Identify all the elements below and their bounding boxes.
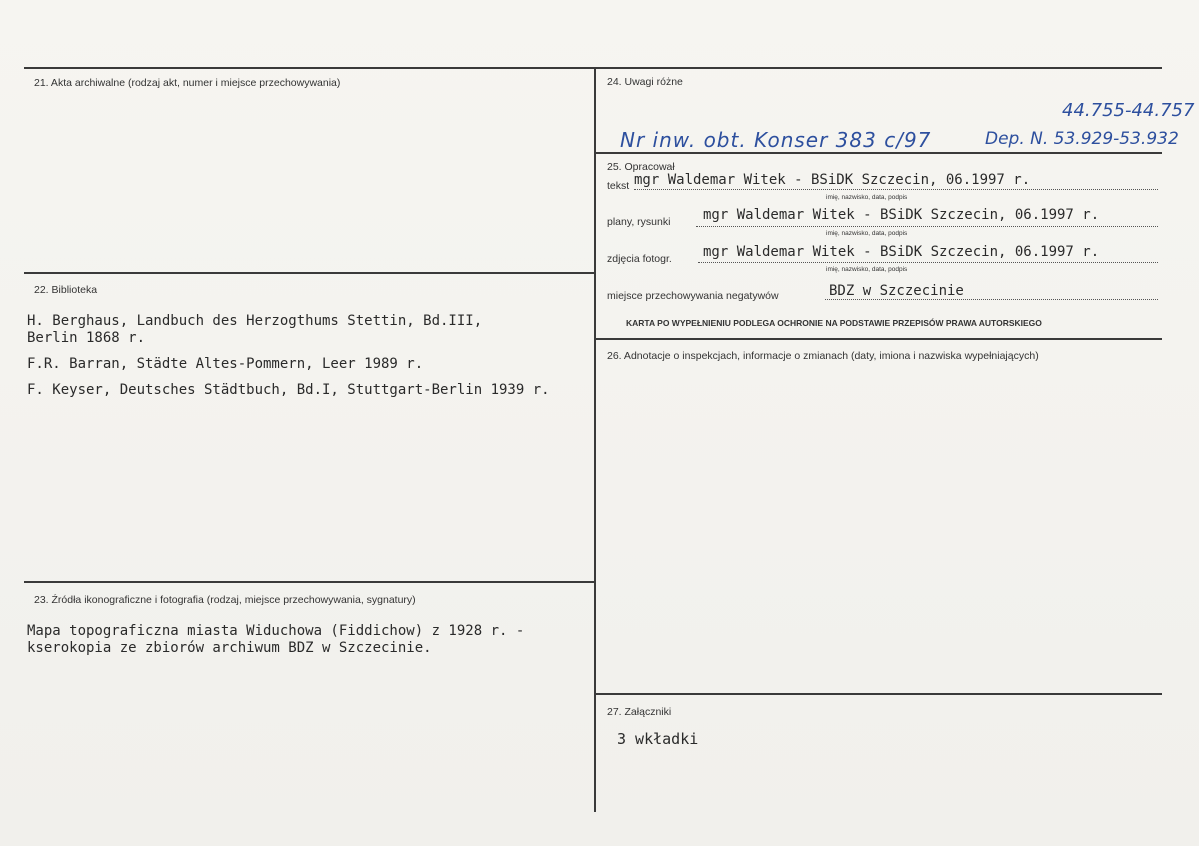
rule-24-25 — [596, 152, 1162, 154]
iconography-line-2: kserokopia ze zbiorów archiwum BDZ w Szczecinie. — [27, 640, 432, 656]
plans-author-value: mgr Waldemar Witek - BSiDK Szczecin, 06.1997 r. — [703, 207, 1100, 223]
section-27-label: 27. Załączniki — [607, 706, 672, 718]
plans-author-label: plany, rysunki — [607, 216, 671, 228]
photos-author-value: mgr Waldemar Witek - BSiDK Szczecin, 06.1997 r. — [703, 244, 1100, 260]
section-22-label: 22. Biblioteka — [34, 284, 98, 296]
text-author-value: mgr Waldemar Witek - BSiDK Szczecin, 06.1997 r. — [634, 172, 1031, 188]
plans-author-line — [696, 226, 1158, 227]
top-rule — [24, 67, 1162, 69]
center-divider — [594, 67, 596, 812]
library-line-3: F.R. Barran, Städte Altes-Pommern, Leer 1989 r. — [27, 356, 424, 372]
handwritten-top-number: 44.755-44.757 — [1062, 100, 1195, 121]
rule-25-26 — [596, 338, 1162, 340]
photos-author-caption: imię, nazwisko, data, podpis — [826, 266, 908, 273]
library-line-4: F. Keyser, Deutsches Städtbuch, Bd.I, Stuttgart-Berlin 1939 r. — [27, 382, 550, 398]
attachments-value: 3 wkładki — [617, 730, 699, 748]
section-26-label: 26. Adnotacje o inspekcjach, informacje o zmianach (daty, imiona i nazwiska wypełniających) — [607, 350, 1039, 362]
section-24-label: 24. Uwagi różne — [607, 76, 683, 88]
rule-26-27 — [596, 693, 1162, 695]
section-23-label: 23. Źródła ikonograficzne i fotografia (rodzaj, miejsce przechowywania, sygnatury) — [34, 594, 416, 606]
text-author-line — [634, 189, 1158, 190]
library-line-2: Berlin 1868 r. — [27, 330, 146, 346]
rule-22-23 — [24, 581, 595, 583]
copyright-notice: KARTA PO WYPEŁNIENIU PODLEGA OCHRONIE NA PODSTAWIE PRZEPISÓW PRAWA AUTORSKIEGO — [626, 318, 1042, 328]
negatives-line — [825, 299, 1158, 300]
negatives-value: BDZ w Szczecinie — [829, 283, 964, 299]
handwritten-inventory-note: Nr inw. obt. Konser 383 c/97 — [620, 128, 932, 152]
photos-author-line — [698, 262, 1158, 263]
section-21-label: 21. Akta archiwalne (rodzaj akt, numer i miejsce przechowywania) — [34, 77, 341, 89]
rule-21-22 — [24, 272, 595, 274]
iconography-line-1: Mapa topograficzna miasta Widuchowa (Fiddichow) z 1928 r. - — [27, 623, 525, 639]
library-line-1: H. Berghaus, Landbuch des Herzogthums Stettin, Bd.III, — [27, 313, 483, 329]
handwritten-deposit-note: Dep. N. 53.929-53.932 — [985, 129, 1179, 149]
text-author-caption: imię, nazwisko, data, podpis — [826, 194, 908, 201]
section-25-label: 25. Opracował — [607, 161, 675, 173]
text-author-label: tekst — [607, 180, 630, 192]
plans-author-caption: imię, nazwisko, data, podpis — [826, 230, 908, 237]
negatives-label: miejsce przechowywania negatywów — [607, 290, 779, 302]
photos-author-label: zdjęcia fotogr. — [607, 253, 672, 265]
